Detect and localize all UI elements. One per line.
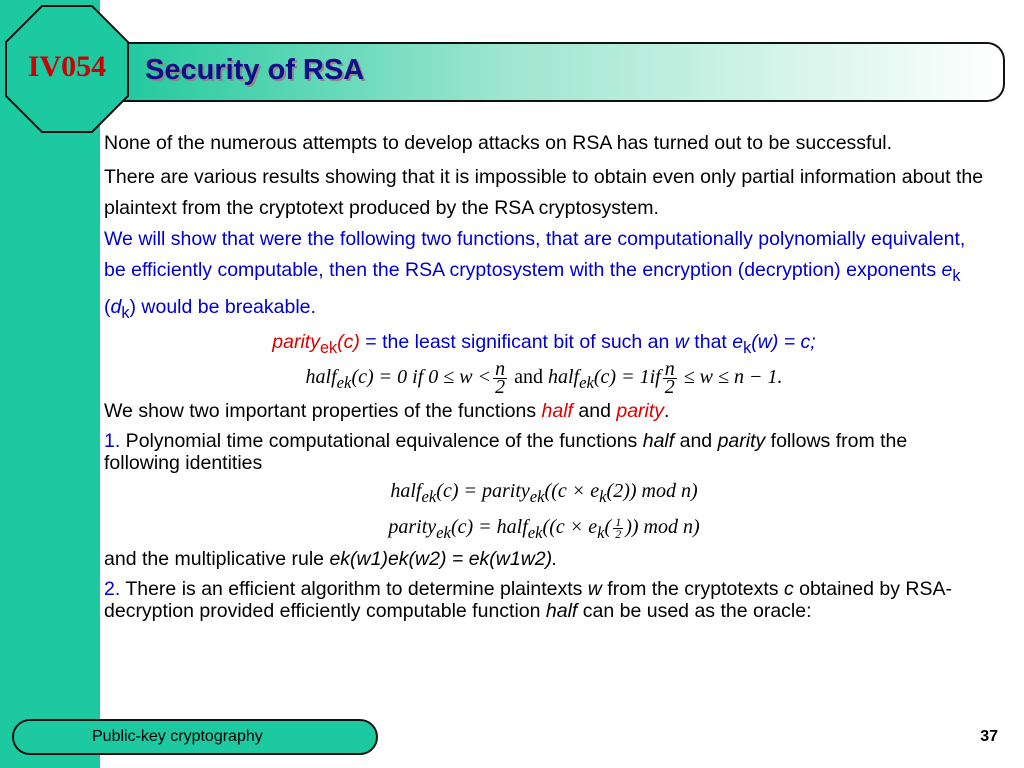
half-definition: half$_{ek}$(c) = 0 if 0 ≤ w < $\frac{n}{2}$ and half$_{ek}$(c) = 1if $\frac{n}{2}$ ≤ w ≤ n − 1. — [305, 357, 783, 398]
page-number: 37 — [980, 728, 998, 745]
parity-definition: parity$_{ek}$(c) = the least significant bit of such an w that $e_k(w) = c$; — [272, 330, 816, 357]
fraction-n-over-2-b: $\frac{n}{2}$ — [664, 357, 675, 398]
course-logo: IV054 — [27, 50, 107, 83]
paragraph-attacks: None of the numerous attempts to develop attacks on RSA has turned out to be successful. — [104, 132, 893, 154]
paragraph-multiplicative-rule: and the multiplicative rule ek(w1)ek(w2) = ek(w1w2). — [104, 547, 558, 570]
paragraph-algorithm: 2. There is an efficient algorithm to determine plaintexts w from the cryptotexts c obtained by RSA-decryption provided efficiently computable function half can be used as the oracle: — [104, 577, 952, 622]
fraction-n-over-2: $\frac{n}{2}$ — [495, 357, 506, 398]
paragraph-properties: We show two important properties of the functions half and parity. — [104, 399, 670, 422]
paragraph-partial-info: There are various results showing that it is impossible to obtain even only partial information about the plaintext from the cryptotext produced by the RSA cryptosystem. — [104, 166, 984, 219]
identity-half: half$_{ek}$(c) = parity$_{ek}$((c × $e_k(2)$) mod n) — [390, 479, 698, 506]
footer-label: Public-key cryptography — [92, 728, 263, 745]
identity-parity: parity$_{ek}$(c) = half$_{ek}$((c × $e_k$( $\frac{1}{2}$ )) mod n) — [388, 514, 700, 542]
slide-body — [104, 132, 984, 622]
slide-title: Security of RSA — [145, 54, 365, 86]
paragraph-equivalence: 1. Polynomial time computational equivalence of the functions half and parity follows from the following identities — [104, 429, 908, 474]
paragraph-breakable: We will show that were the following two functions, that are computationally polynomially equivalent, be efficiently computable, then the RSA cryptosystem with the encryption (decryption) exponents $e_k$ $(d_k)$ would be breakable. — [104, 228, 966, 322]
fraction-one-half: $\frac{1}{2}$ — [615, 514, 622, 541]
